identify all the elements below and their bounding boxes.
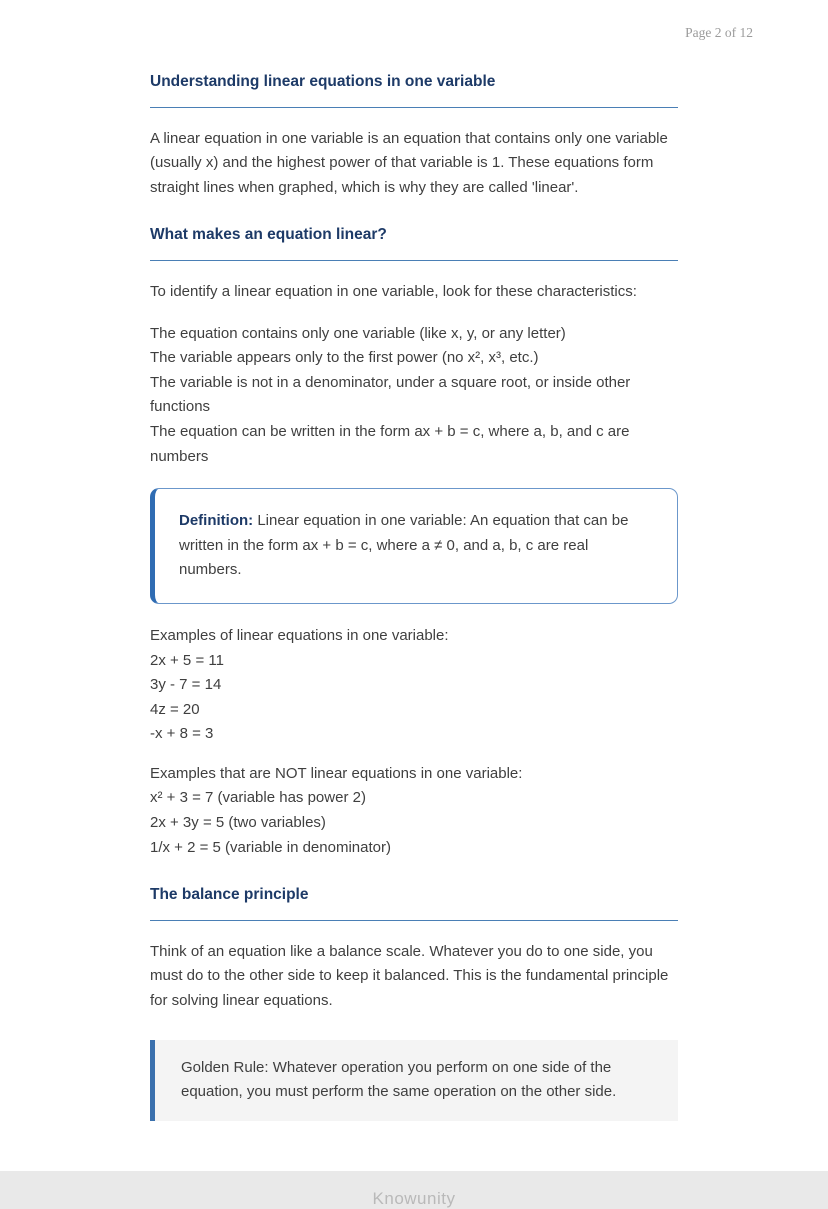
linear-examples-title: Examples of linear equations in one variable:: [150, 626, 449, 644]
non-linear-examples-title: Examples that are NOT linear equations in one variable:: [150, 764, 523, 782]
definition-label: Definition:: [179, 512, 254, 530]
equation-example: 2x + 5 = 11: [150, 651, 224, 669]
equation-example: -x + 8 = 3: [150, 725, 214, 743]
characteristics-list: [150, 322, 678, 470]
characteristic-item: The equation can be written in the form ax + b = c, where a, b, and c are numbers: [150, 422, 634, 465]
equation-example: 3y - 7 = 14: [150, 676, 222, 694]
section-heading-what-makes-equation-linear: What makes an equation linear?: [150, 226, 678, 261]
equation-example: 1/x + 2 = 5 (variable in denominator): [150, 838, 391, 856]
non-linear-examples-block: [150, 762, 678, 860]
section-heading-balance-principle: The balance principle: [150, 886, 678, 921]
page-content: [150, 0, 678, 1209]
characteristic-item: The variable appears only to the first power (no x², x³, etc.): [150, 349, 539, 367]
definition-text: Linear equation in one variable: An equation that can be written in the form ax + b = c, where a ≠ 0, and a, b, c are real numbers.: [179, 512, 629, 579]
equation-example: 2x + 3y = 5 (two variables): [150, 814, 326, 832]
intro-paragraph: A linear equation in one variable is an equation that contains only one variable (usually x) and the highest power of that variable is 1. These equations form straight lines when graphed, which is why they are called 'linear'.: [150, 129, 668, 196]
golden-rule-note-box: Golden Rule: Whatever operation you perform on one side of the equation, you must perform the same operation on the other side.: [150, 1040, 678, 1121]
characteristics-intro: To identify a linear equation in one variable, look for these characteristics:: [150, 282, 637, 300]
characteristic-item: The equation contains only one variable (like x, y, or any letter): [150, 324, 566, 342]
equation-example: x² + 3 = 7 (variable has power 2): [150, 789, 366, 807]
definition-callout-box: [150, 488, 678, 604]
page-number-indicator: Page 2 of 12: [685, 25, 753, 40]
equation-example: 4z = 20: [150, 700, 200, 718]
footer-brand-logo: Knowunity: [372, 1188, 456, 1208]
section-heading-understanding-linear-equations: Understanding linear equations in one variable: [150, 73, 678, 108]
characteristic-item: The variable is not in a denominator, under a square root, or inside other functions: [150, 373, 635, 416]
linear-examples-block: [150, 624, 678, 747]
balance-paragraph: Think of an equation like a balance scale. Whatever you do to one side, you must do to the other side to keep it balanced. This is the fundamental principle for solving linear equations.: [150, 942, 669, 1010]
